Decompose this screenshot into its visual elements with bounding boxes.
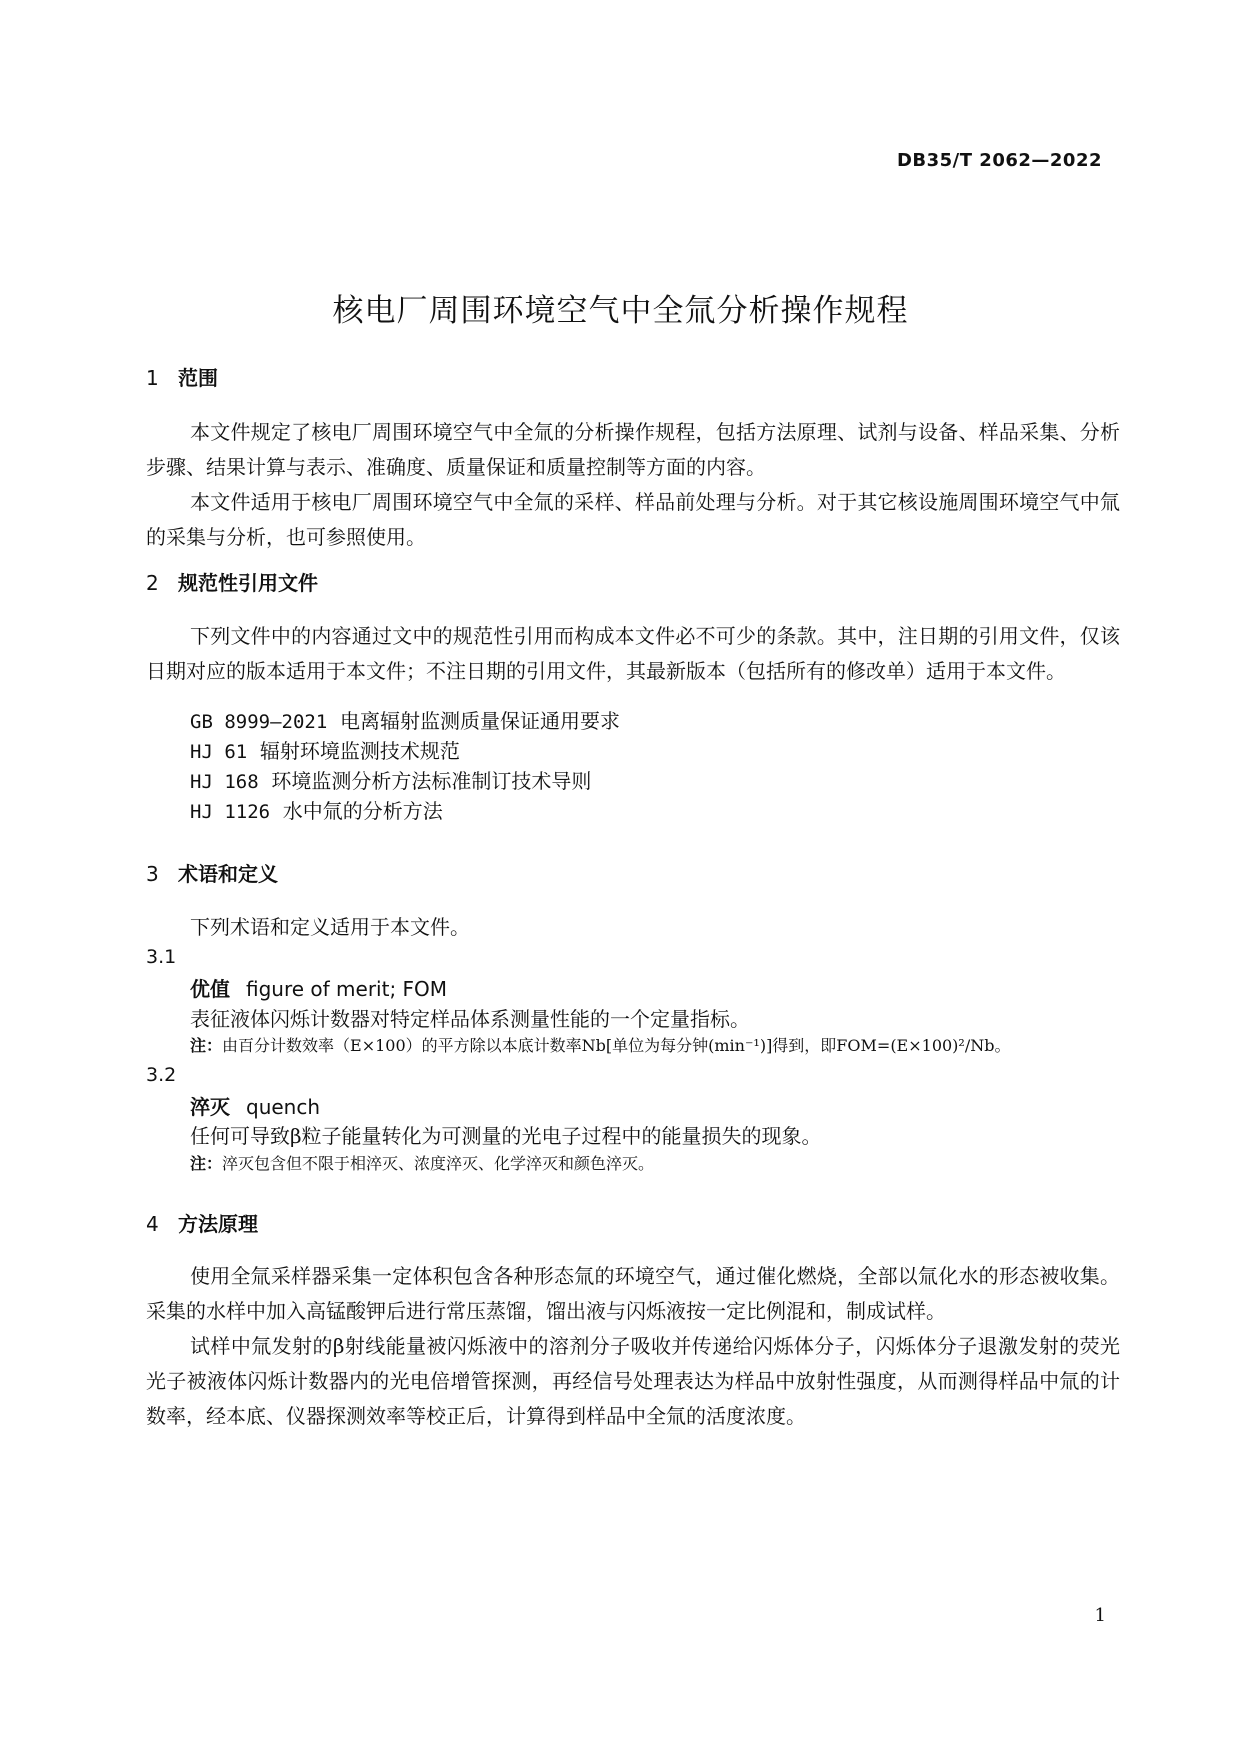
reference-title: 水中氚的分析方法 [282, 799, 443, 823]
section-title: 术语和定义 [178, 862, 278, 886]
note-label: 注： [190, 1154, 223, 1173]
page-number: 1 [1094, 1605, 1106, 1626]
section-number: 3 [146, 862, 159, 886]
section-number: 2 [146, 571, 159, 595]
section-1-paragraph: 本文件适用于核电厂周围环境空气中全氚的采样、样品前处理与分析。对于其它核设施周围环境空气中氚的采集与分析，也可参照使用。 [146, 490, 1120, 549]
term-heading [190, 973, 447, 1002]
term-note [190, 1033, 1010, 1056]
term-en: figure of merit; FOM [246, 977, 448, 1001]
reference-title: 电离辐射监测质量保证通用要求 [340, 709, 620, 733]
section-4-paragraph: 试样中氚发射的β射线能量被闪烁液中的溶剂分子吸收并传递给闪烁体分子，闪烁体分子退激发射的荧光光子被液体闪烁计数器内的光电倍增管探测，再经信号处理表达为样品中放射性强度，从而测得样品中氚的计数率，经本底、仪器探测效率等校正后，计算得到样品中全氚的活度浓度。 [146, 1334, 1120, 1428]
document-title: 核电厂周围环境空气中全氚分析操作规程 [332, 293, 909, 329]
section-number: 1 [146, 366, 159, 390]
term-zh: 优值 [190, 977, 230, 1001]
term-number: 3.2 [146, 1064, 177, 1086]
term-heading [190, 1091, 320, 1120]
note-text: 淬灭包含但不限于相淬灭、浓度淬灭、化学淬灭和颜色淬灭。 [222, 1154, 655, 1173]
term-definition: 任何可导致β粒子能量转化为可测量的光电子过程中的能量损失的现象。 [190, 1124, 822, 1148]
term-zh: 淬灭 [190, 1095, 230, 1119]
section-1-paragraph: 本文件规定了核电厂周围环境空气中全氚的分析操作规程，包括方法原理、试剂与设备、样品采集、分析步骤、结果计算与表示、准确度、质量保证和质量控制等方面的内容。 [146, 420, 1120, 479]
section-title: 方法原理 [178, 1212, 258, 1236]
reference-title: 环境监测分析方法标准制订技术导则 [271, 769, 592, 793]
section-title: 规范性引用文件 [178, 571, 318, 595]
term-note [190, 1151, 654, 1174]
section-1-heading [146, 362, 218, 391]
section-4-heading [146, 1208, 258, 1237]
reference-code: GB 8999—2021 [190, 711, 328, 733]
note-text: 由百分计数效率（E×100）的平方除以本底计数率Nb[单位为每分钟(min⁻¹)]得到，即FOM=(E×100)²/Nb。 [222, 1036, 1011, 1055]
term-en: quench [246, 1095, 321, 1119]
section-3-paragraph: 下列术语和定义适用于本文件。 [190, 915, 470, 939]
section-2-heading [146, 567, 318, 596]
term-number: 3.1 [146, 946, 177, 968]
reference-item [190, 794, 443, 830]
section-title: 范围 [178, 366, 218, 390]
section-4-paragraph: 使用全氚采样器采集一定体积包含各种形态氚的环境空气，通过催化燃烧，全部以氚化水的形态被收集。采集的水样中加入高锰酸钾后进行常压蒸馏，馏出液与闪烁液按一定比例混和，制成试样。 [146, 1264, 1120, 1323]
note-label: 注： [190, 1036, 223, 1055]
reference-code: HJ 168 [190, 771, 259, 793]
term-definition: 表征液体闪烁计数器对特定样品体系测量性能的一个定量指标。 [190, 1007, 750, 1031]
section-2-paragraph: 下列文件中的内容通过文中的规范性引用而构成本文件必不可少的条款。其中，注日期的引用文件，仅该日期对应的版本适用于本文件；不注日期的引用文件，其最新版本（包括所有的修改单）适用于本文件。 [146, 624, 1120, 683]
reference-code: HJ 1126 [190, 801, 271, 823]
section-number: 4 [146, 1212, 159, 1236]
reference-code: HJ 61 [190, 741, 248, 763]
document-code: DB35/T 2062—2022 [896, 150, 1102, 171]
reference-title: 辐射环境监测技术规范 [259, 739, 460, 763]
section-3-heading [146, 858, 278, 887]
